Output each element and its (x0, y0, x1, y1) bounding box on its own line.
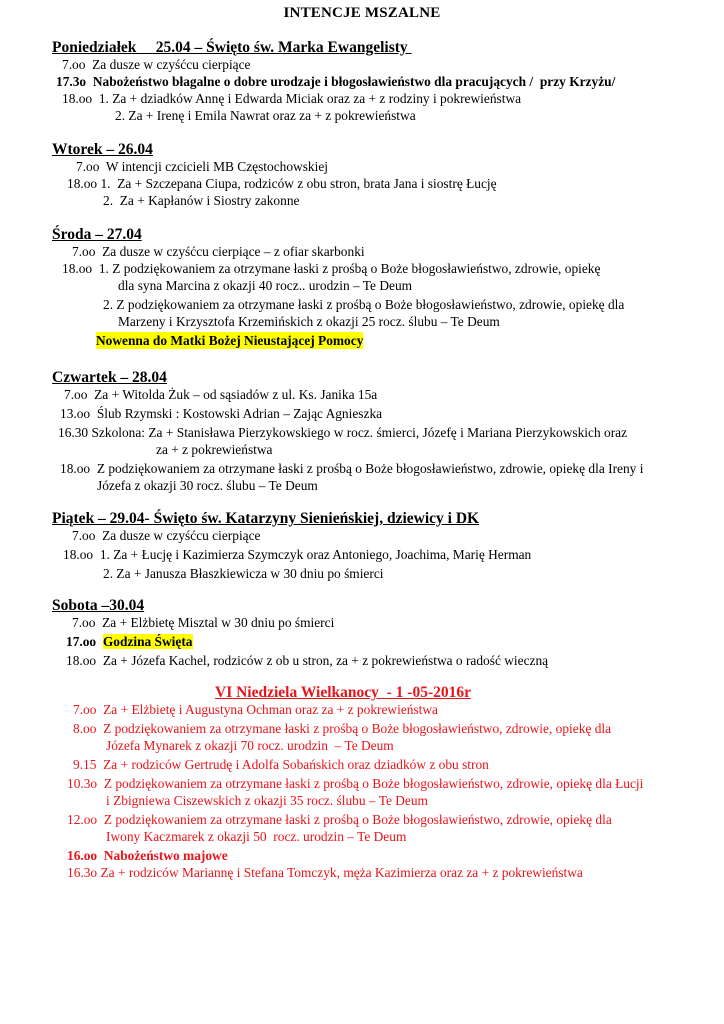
thursday-line-2: 13.oo Ślub Rzymski : Kostowski Adrian – Zając Agnieszka (60, 406, 383, 421)
friday-line-2: 18.oo 1. Za + Łucję i Kazimierza Szymczyk oraz Antoniego, Joachima, Marię Herman (63, 547, 532, 562)
saturday-line-1: 7.oo Za + Elżbietę Misztal w 30 dniu po śmierci (72, 615, 335, 630)
holy-hour-label: Godzina Święta (102, 634, 193, 649)
tuesday-line-2: 18.oo 1. Za + Szczepana Ciupa, rodziców z obu stron, brata Jana i siostrę Łucję (67, 176, 497, 191)
sunday-line-3: Józefa Mynarek z okazji 70 rocz. urodzin – Te Deum (106, 738, 394, 753)
saturday-line-2 (66, 633, 193, 650)
thursday-line-1: 7.oo Za + Witolda Żuk – od sąsiadów z ul. Ks. Janika 15a (64, 387, 378, 402)
tuesday-line-3: 2. Za + Kapłanów i Siostry zakonne (103, 193, 300, 208)
wednesday-line-5: Marzeny i Krzysztofa Krzemińskich z okazji 25 rocz. ślubu – Te Deum (118, 314, 500, 329)
saturday-line-3: 18.oo Za + Józefa Kachel, rodziców z ob u stron, za + z pokrewieństwa o radość wieczną (66, 653, 549, 668)
sunday-line-1: 7.oo Za + Elżbietę i Augustyna Ochman oraz za + z pokrewieństwa (73, 702, 438, 717)
monday-line-2: 17.3o Nabożeństwo błagalne o dobre urodzaje i błogosławieństwo dla pracujących / przy Krzyżu/ (56, 74, 616, 89)
tuesday-line-1: 7.oo W intencji czcicieli MB Częstochowskiej (76, 159, 329, 174)
thursday-line-4: za + z pokrewieństwa (156, 442, 273, 457)
monday-heading: Poniedziałek 25.04 – Święto św. Marka Ewangelisty (52, 39, 412, 56)
thursday-heading: Czwartek – 28.04 (52, 369, 167, 386)
sunday-line-4: 9.15 Za + rodziców Gertrudę i Adolfa Sobańskich oraz dziadków z obu stron (73, 757, 489, 772)
document-title: INTENCJE MSZALNE (283, 5, 441, 21)
novena-notice: Nowenna do Matki Bożej Nieustającej Pomocy (96, 333, 364, 348)
wednesday-line-2: 18.oo 1. Z podziękowaniem za otrzymane łaski z prośbą o Boże błogosławieństwo, zdrowie, opiekę (62, 261, 601, 276)
wednesday-line-1: 7.oo Za dusze w czyśćcu cierpiące – z ofiar skarbonki (72, 244, 365, 259)
sunday-line-5: 10.3o Z podziękowaniem za otrzymane łaski z prośbą o Boże błogosławieństwo, zdrowie, opiekę dla Łucji (67, 776, 644, 791)
sunday-heading: VI Niedziela Wielkanocy - 1 -05-2016r (215, 684, 472, 701)
friday-heading: Piątek – 29.04- Święto św. Katarzyny Sienieńskiej, dziewicy i DK (52, 510, 480, 527)
saturday-heading: Sobota –30.04 (52, 597, 145, 614)
thursday-line-3: 16.30 Szkolona: Za + Stanisława Pierzykowskiego w rocz. śmierci, Józefę i Mariana Pierzykowskich oraz (58, 425, 628, 440)
friday-line-3: 2. Za + Janusza Błaszkiewicza w 30 dniu po śmierci (103, 566, 384, 581)
sunday-line-8: Iwony Kaczmarek z okazji 50 rocz. urodzin – Te Deum (106, 829, 407, 844)
sunday-line-9: 16.oo Nabożeństwo majowe (67, 848, 228, 863)
monday-line-1: 7.oo Za dusze w czyśćcu cierpiące (62, 57, 251, 72)
wednesday-heading: Środa – 27.04 (52, 226, 142, 243)
wednesday-line-3: dla syna Marcina z okazji 40 rocz.. urodzin – Te Deum (118, 278, 413, 293)
monday-line-4: 2. Za + Irenę i Emila Nawrat oraz za + z pokrewieństwa (115, 108, 416, 123)
wednesday-line-4: 2. Z podziękowaniem za otrzymane łaski z prośbą o Boże błogosławieństwo, zdrowie, opiekę dla (103, 297, 625, 312)
tuesday-heading: Wtorek – 26.04 (52, 141, 153, 158)
sunday-line-10: 16.3o Za + rodziców Mariannę i Stefana Tomczyk, męża Kazimierza oraz za + z pokrewieństwa (67, 865, 583, 880)
thursday-line-6: Józefa z okazji 30 rocz. ślubu – Te Deum (97, 478, 318, 493)
holy-hour-time: 17.oo (66, 634, 97, 649)
monday-line-3: 18.oo 1. Za + dziadków Annę i Edwarda Miciak oraz za + z rodziny i pokrewieństwa (62, 91, 522, 106)
sunday-line-7: 12.oo Z podziękowaniem za otrzymane łaski z prośbą o Boże błogosławieństwo, zdrowie, opiekę dla (67, 812, 612, 827)
sunday-line-2: 8.oo Z podziękowaniem za otrzymane łaski z prośbą o Boże błogosławieństwo, zdrowie, opiekę dla (73, 721, 612, 736)
thursday-line-5: 18.oo Z podziękowaniem za otrzymane łaski z prośbą o Boże błogosławieństwo, zdrowie, opiekę dla Ireny i (60, 461, 644, 476)
friday-line-1: 7.oo Za dusze w czyśćcu cierpiące (72, 528, 261, 543)
sunday-line-6: i Zbigniewa Ciszewskich z okazji 35 rocz. ślubu – Te Deum (106, 793, 428, 808)
